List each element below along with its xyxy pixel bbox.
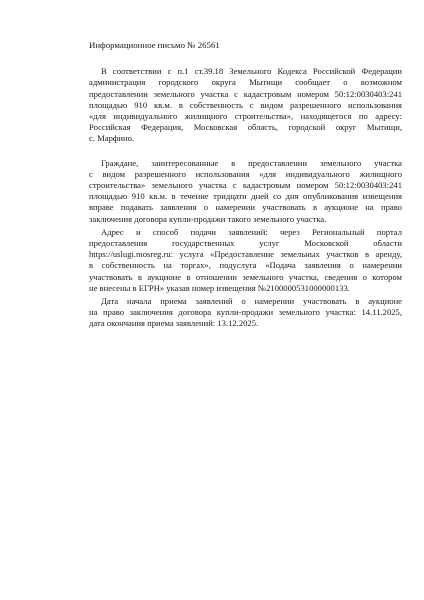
- paragraph-line: предоставления государственных услуг Московской области: [89, 238, 402, 249]
- paragraph-submission-method: [89, 227, 402, 294]
- paragraph-line: дата окончания приема заявлений: 13.12.2025.: [89, 318, 259, 329]
- paragraph-line: на право заключения договора купли-продажи земельного участка: 14.11.2025,: [89, 307, 402, 318]
- paragraph-line: Граждане, заинтересованные в предоставлении земельного участка: [101, 157, 402, 168]
- paragraph-line: администрация городского округа Мытищи сообщает о возможном: [89, 77, 402, 88]
- paragraph-line: в собственность на торгах», подуслуга «Подача заявления о намерении: [89, 260, 402, 271]
- paragraph-citizens-application: [89, 158, 402, 225]
- paragraph-line: площадью 910 кв.м. в собственность с видом разрешенного использования: [89, 99, 402, 110]
- paragraph-line: Российская Федерация, Московская область, городской округ Мытищи,: [89, 122, 402, 133]
- paragraph-line: предоставлении земельного участка с кадастровым номером 50:12:0030403:241: [89, 88, 402, 99]
- paragraph-line: В соответствии с п.1 ст.39.18 Земельного Кодекса Российской Федерации: [101, 66, 402, 77]
- paragraph-line: https://uslugi.mosreg.ru: услуга «Предоставление земельных участков в аренду,: [89, 249, 402, 260]
- letter-body: [89, 40, 402, 332]
- paragraph-line: строительства» земельного участка с кадастровым номером 50:12:0030403:241: [89, 180, 402, 191]
- paragraph-application-dates: [89, 296, 402, 330]
- paragraph-line: Дата начала приема заявлений о намерении участвовать в аукционе: [101, 296, 402, 307]
- paragraph-line: Адрес и способ подачи заявлений: через Региональный портал: [101, 226, 402, 237]
- paragraph-line: не внесены в ЕГРН» указав номер извещения №2100000531000000133.: [89, 282, 350, 293]
- paragraph-land-plot-notice: [89, 66, 402, 144]
- paragraph-line: площадью 910 кв.м. в течение тридцати дней со дня опубликования извещения: [89, 191, 402, 202]
- paragraph-line: вправе подавать заявления о намерении участвовать в аукционе на право: [89, 202, 402, 213]
- paragraph-line: с. Марфино.: [89, 133, 135, 144]
- paragraph-line: заключения договора купли-продажи такого земельного участка.: [89, 213, 327, 224]
- paragraph-line: с видом разрешенного использования «для индивидуального жилищного: [89, 168, 402, 179]
- paragraph-line: «для индивидуального жилищного строительства», находящегося по адресу:: [89, 111, 402, 122]
- document-title: Информационное письмо № 26561: [89, 40, 220, 50]
- paragraph-line: участвовать в аукционе в отношении земельного участка, сведения о котором: [89, 271, 402, 282]
